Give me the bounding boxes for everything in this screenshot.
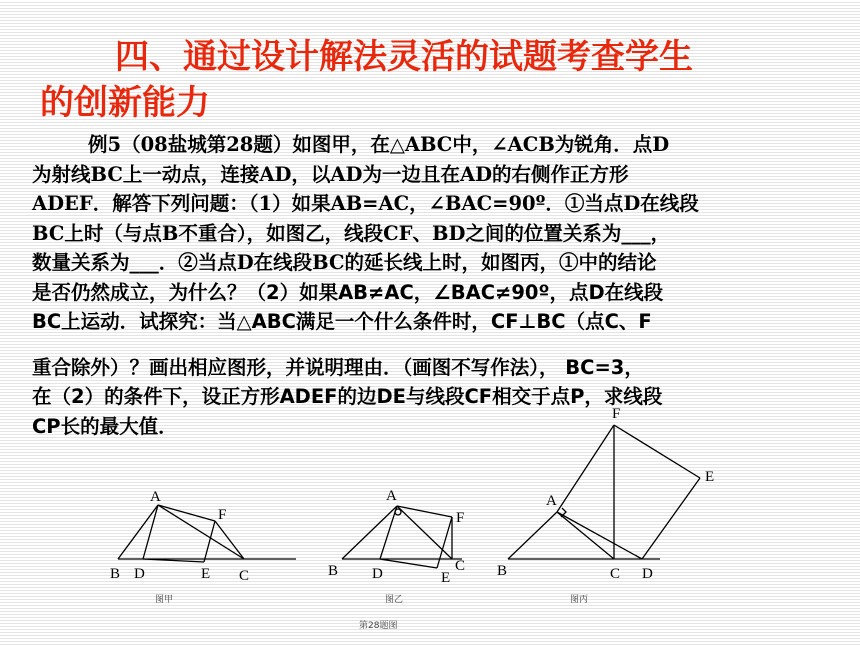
label-a: A — [150, 489, 161, 505]
title-line-2: 的创新能力 — [40, 83, 210, 123]
segment-fc — [215, 521, 244, 559]
caption-jia: 图甲 — [155, 595, 174, 605]
segment-fa — [397, 506, 452, 517]
label-a: A — [386, 488, 397, 504]
segment-ac — [557, 512, 614, 559]
problem-line: 为射线BC上一动点，连接AD，以AD为一边且在AD的右侧作正方形 — [32, 162, 629, 186]
segment-ab — [118, 505, 158, 559]
segment-ef — [204, 521, 215, 562]
problem-line: 在（2）的条件下，设正方形ADEF的边DE与线段CF相交于点P，求线段 — [32, 385, 663, 408]
figure-jia — [118, 505, 296, 562]
problem-line: BC上时（与点B不重合），如图乙，线段CF、BD之间的位置关系为___， — [32, 221, 671, 245]
segment-de — [380, 559, 437, 568]
problem-line: 是否仍然成立，为什么？（2）如果AB≠AC，∠BAC≠90º，点D在线段 — [32, 280, 664, 304]
segment-ac — [158, 505, 244, 559]
label-c: C — [610, 566, 621, 582]
label-e: E — [201, 566, 211, 582]
problem-line: 例5（08盐城第28题）如图甲，在△ABC中，∠ACB为锐角．点D — [88, 133, 670, 156]
segment-ab — [508, 512, 557, 559]
problem-line: 数量关系为___．②当点D在线段BC的延长线上时，如图丙，①中的结论 — [32, 251, 657, 274]
problem-line: BC上运动．试探究：当△ABC满足一个什么条件时，CF⊥BC（点C、F — [32, 310, 652, 333]
segment-ac — [397, 506, 452, 559]
segment-de — [642, 478, 700, 559]
label-b: B — [497, 563, 508, 579]
label-a: A — [546, 493, 557, 509]
label-e: E — [441, 570, 451, 586]
label-c: C — [455, 558, 466, 574]
problem-line: CP长的最大值． — [32, 414, 178, 438]
label-b: B — [110, 566, 121, 582]
label-f: F — [456, 510, 465, 526]
problem-line: 重合除外）？画出相应图形，并说明理由．（画图不写作法）， BC=3， — [32, 355, 644, 379]
figure-caption-main: 第28题图 — [359, 621, 398, 631]
label-b: B — [328, 563, 339, 579]
caption-bing: 图丙 — [570, 595, 589, 605]
segment-fa — [158, 505, 215, 521]
label-d: D — [642, 566, 653, 582]
figure-yi — [342, 506, 465, 568]
segment-ef — [437, 517, 452, 568]
label-f: F — [612, 406, 621, 422]
right-angle-mark — [395, 509, 401, 515]
label-c: C — [239, 568, 250, 584]
segment-ef — [614, 425, 700, 478]
segment-ad — [143, 505, 158, 559]
label-d: D — [372, 566, 383, 582]
segment-ad — [557, 512, 642, 559]
segment-fa — [557, 425, 614, 512]
problem-line: ADEF．解答下列问题：（1）如果AB=AC，∠BAC=90º．①当点D在线段 — [32, 192, 699, 215]
figure-bing — [508, 425, 700, 559]
label-e: E — [705, 469, 715, 485]
label-d: D — [134, 566, 145, 582]
title-line-1: 四、通过设计解法灵活的试题考查学生 — [115, 37, 693, 77]
label-f: F — [218, 507, 227, 523]
caption-yi: 图乙 — [385, 595, 404, 605]
